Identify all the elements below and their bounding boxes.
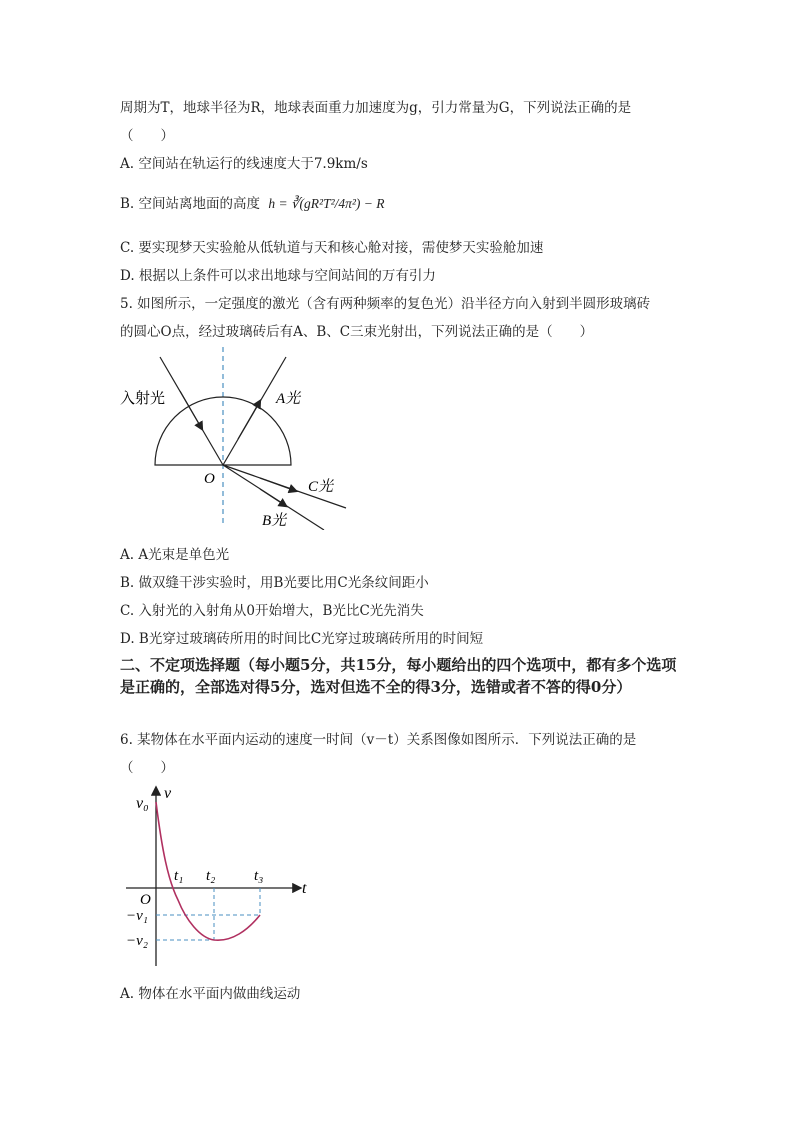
q5-option-d: D. B光穿过玻璃砖所用的时间比C光穿过玻璃砖所用的时间短 [120,631,484,647]
neg-v1-label: −v₁ [126,908,148,924]
q6-stem-line2: （ ） [120,760,174,776]
q6-vt-graph [122,780,322,970]
q4-stem-line1: 周期为T，地球半径为R，地球表面重力加速度为g，引力常量为G，下列说法正确的是 [120,100,632,116]
section2-heading: 二、不定项选择题（每小题5分，共15分，每小题给出的四个选项中，都有多个选项是正确的，全部选对得5分，选对但选不全的得3分，选错或者不答的得0分） [120,656,677,696]
q4-option-b-prefix: B. 空间站离地面的高度 [120,196,261,212]
t2-label: t₂ [206,868,216,884]
t1-label: t₁ [174,868,184,884]
c-light-label: C光 [308,479,334,495]
q5-option-b: B. 做双缝干涉实验时，用B光要比用C光条纹间距小 [120,575,429,591]
q5-stem-line2: 的圆心O点，经过玻璃砖后有A、B、C三束光射出，下列说法正确的是（ ） [120,324,594,340]
q5-stem-line1: 5. 如图所示，一定强度的激光（含有两种频率的复色光）沿半径方向入射到半圆形玻璃砖 [120,296,651,312]
q4-option-c: C. 要实现梦天实验舱从低轨道与天和核心舱对接，需使梦天实验舱加速 [120,240,544,256]
incident-label: 入射光 [120,391,166,407]
q4-option-b-formula: h = ∛(gR²T²/4π²) − R [268,196,385,211]
t3-label: t₃ [254,868,264,884]
q4-option-a: A. 空间站在轨运行的线速度大于7.9km/s [120,156,368,172]
o-label: O [204,471,215,487]
q6-stem-line1: 6. 某物体在水平面内运动的速度一时间（v－t）关系图像如图所示．下列说法正确的是 [120,732,637,748]
v-axis-label: v [164,785,172,802]
q6-option-a: A. 物体在水平面内做曲线运动 [120,986,301,1002]
neg-v2-label: −v₂ [126,933,148,949]
q5-glass-figure [110,345,350,530]
q5-option-a: A. A光束是单色光 [120,547,230,563]
origin-label: O [140,892,151,908]
a-light-label: A光 [276,391,301,407]
v0-label: v₀ [136,795,149,812]
q4-stem-line2: （ ） [120,128,174,144]
b-light-label: B光 [262,513,287,529]
q4-option-d: D. 根据以上条件可以求出地球与空间站间的万有引力 [120,268,436,284]
t-axis-label: t [302,880,307,897]
q4-option-b [120,192,385,212]
q5-option-c: C. 入射光的入射角从0开始增大，B光比C光先消失 [120,603,424,619]
